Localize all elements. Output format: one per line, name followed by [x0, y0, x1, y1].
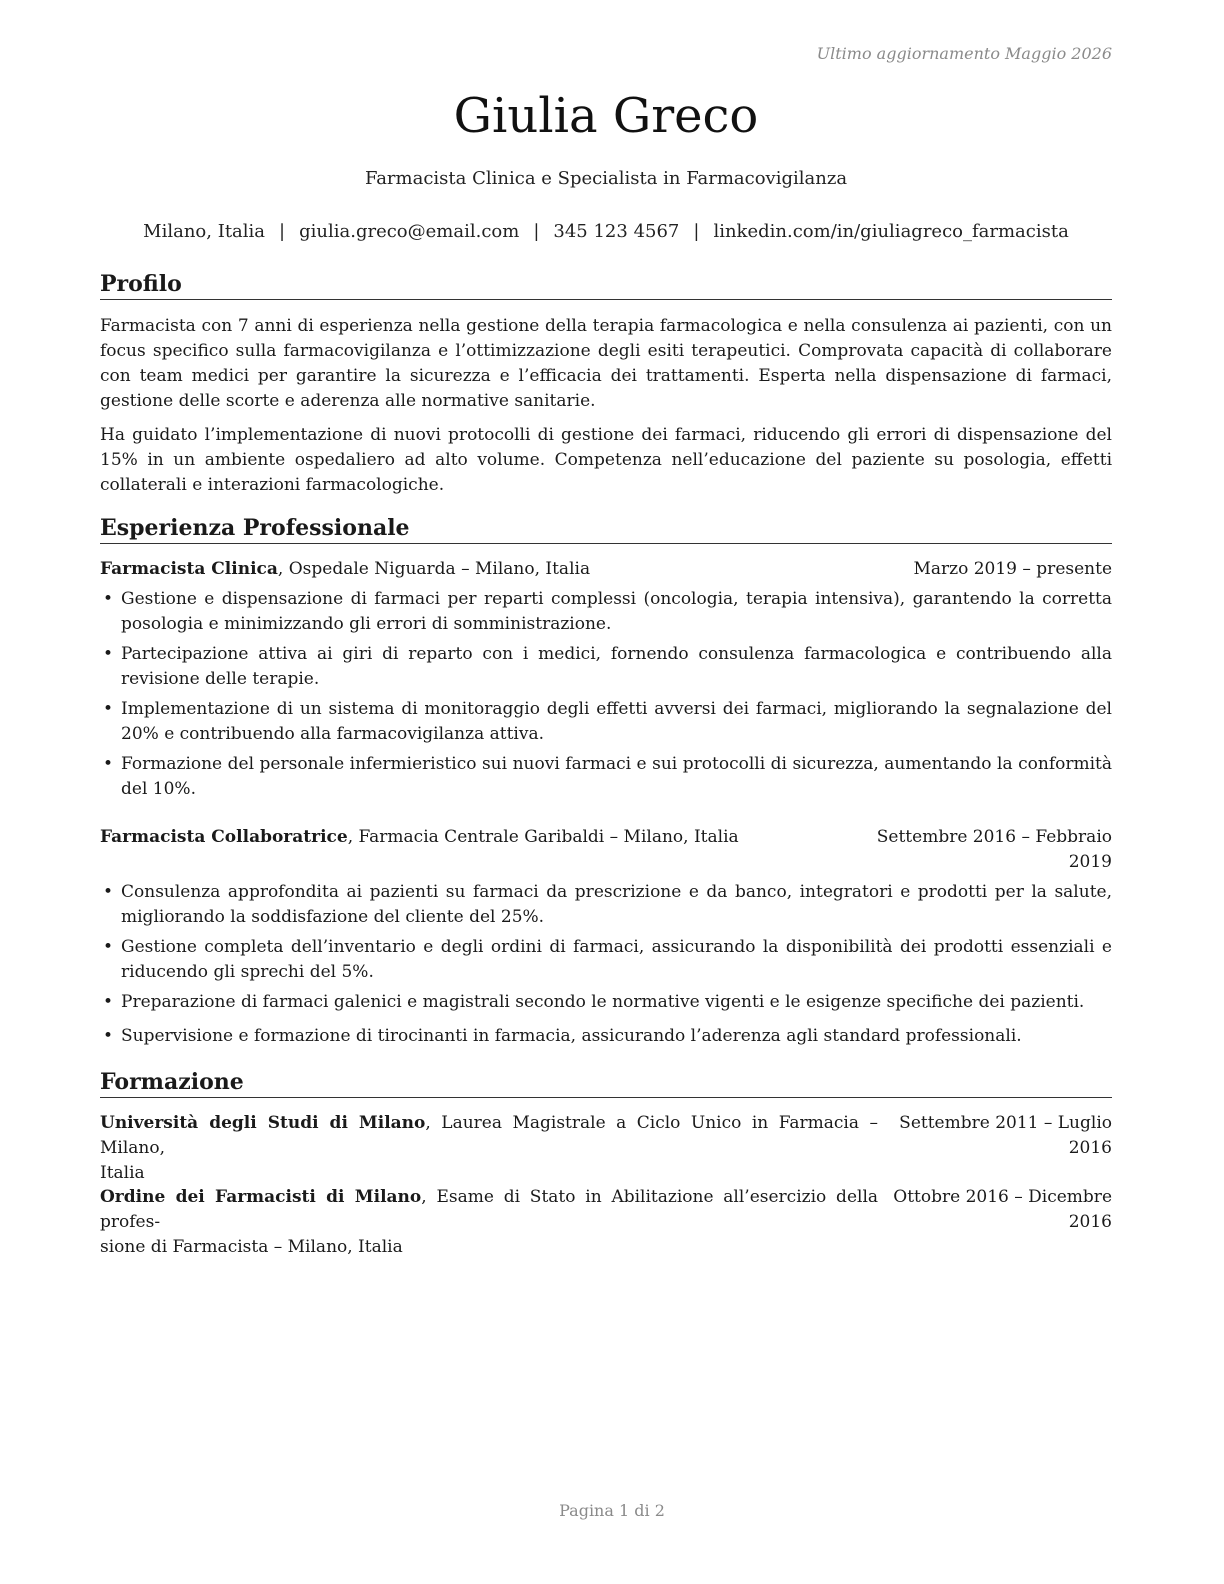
- contact-linkedin[interactable]: linkedin.com/in/giuliagreco_farmacista: [713, 221, 1069, 242]
- candidate-name: Giulia Greco: [453, 88, 759, 144]
- job-organization: , Ospedale Niguarda – Milano, Italia: [277, 559, 591, 579]
- contact-separator: |: [279, 221, 286, 242]
- contact-separator: |: [533, 221, 540, 242]
- bullet-icon: •: [103, 882, 114, 902]
- education-dates: [878, 1111, 1112, 1161]
- bullet-text: Supervisione e formazione di tirocinanti in farmacia, assicurando l’aderenza agli standard professionali.: [121, 1026, 1022, 1046]
- bullet-icon: •: [103, 644, 114, 664]
- list-item: [100, 990, 1112, 1015]
- bullet-text: Gestione completa dell’inventario e degli ordini di farmaci, assicurando la disponibilità dei prodotti essenziali e riducendo gli sprechi del 5%.: [121, 937, 1112, 982]
- bullet-text: Gestione e dispensazione di farmaci per reparti complessi (oncologia, terapia intensiva), garantendo la corretta posologia e minimizzando gli errori di somministrazione.: [121, 589, 1112, 634]
- candidate-tagline: Farmacista Clinica e Specialista in Farmacovigilanza: [364, 168, 848, 189]
- bullet-icon: •: [103, 699, 114, 719]
- bullet-icon: •: [103, 589, 114, 609]
- education-dates-line: Settembre 2011 – Luglio: [899, 1113, 1112, 1133]
- bullet-icon: •: [103, 992, 114, 1012]
- profile-paragraph: Farmacista con 7 anni di esperienza nella gestione della terapia farmacologica e nella consulenza ai pazienti, con un focus specifico sulla farmacovigilanza e l’ottimizzazione degli esiti terapeutici. Comprovata capacità di collaborare con team medici per garantire la sicurezza e l’efficacia dei trattamenti. Esperta nella dispensazione di farmaci, gestione delle scorte e aderenza alle normative sanitarie.: [100, 316, 1112, 411]
- bullet-icon: •: [103, 754, 114, 774]
- job-bullets: [100, 880, 1112, 1054]
- education-detail: [100, 1185, 878, 1260]
- job-dates: Marzo 2019 – presente: [913, 559, 1112, 579]
- section-title-profile: Profilo: [100, 270, 1112, 300]
- job-dates: [877, 825, 1112, 875]
- list-item: [100, 697, 1112, 747]
- list-item: [100, 1024, 1112, 1049]
- section-title-education: Formazione: [100, 1068, 1112, 1098]
- bullet-icon: •: [103, 1026, 114, 1046]
- page-number: Pagina 1 di 2: [559, 1501, 665, 1520]
- bullet-text: Consulenza approfondita ai pazienti su farmaci da prescrizione e da banco, integratori e prodotti per la salute, migliorando la soddisfazione del cliente del 25%.: [121, 882, 1112, 927]
- job-bullets: [100, 587, 1112, 807]
- bullet-text: Implementazione di un sistema di monitoraggio degli effetti avversi dei farmaci, migliorando la segnalazione del 20% e contribuendo alla farmacovigilanza attiva.: [121, 699, 1112, 744]
- section-title-experience: Esperienza Professionale: [100, 514, 1112, 544]
- education-dates: [878, 1185, 1112, 1235]
- job-header: [100, 825, 1112, 875]
- list-item: [100, 587, 1112, 637]
- education-institution: Ordine dei Farmacisti di Milano: [100, 1187, 422, 1207]
- job-title-line: [100, 557, 590, 582]
- list-item: [100, 935, 1112, 985]
- education-description: , Laurea Magistrale a Ciclo Unico in Farmacia – Milano,: [100, 1113, 878, 1158]
- list-item: [100, 752, 1112, 802]
- contact-email[interactable]: giulia.greco@email.com: [299, 221, 520, 242]
- job-header: [100, 557, 1112, 582]
- list-item: [100, 642, 1112, 692]
- education-institution: Università degli Studi di Milano: [100, 1113, 426, 1133]
- education-detail: [100, 1111, 878, 1186]
- job-dates-line: 2019: [1068, 852, 1112, 872]
- contact-separator: |: [693, 221, 700, 242]
- last-updated: Ultimo aggiornamento Maggio 2026: [816, 44, 1112, 63]
- education-dates-line: Ottobre 2016 – Dicembre: [893, 1187, 1112, 1207]
- job-title-line: [100, 825, 739, 850]
- list-item: [100, 880, 1112, 930]
- contact-line: [100, 219, 1112, 245]
- bullet-text: Partecipazione attiva ai giri di reparto con i medici, fornendo consulenza farmacologica e contribuendo alla revisione delle terapie.: [121, 644, 1112, 689]
- education-description: , Esame di Stato in Abilitazione all’esercizio della profes-: [100, 1187, 879, 1232]
- job-dates-line: Settembre 2016 – Febbraio: [876, 827, 1112, 847]
- education-description: sione di Farmacista – Milano, Italia: [100, 1237, 403, 1257]
- job-role: Farmacista Collaboratrice: [100, 827, 348, 847]
- contact-location: Milano, Italia: [143, 221, 266, 242]
- bullet-icon: •: [103, 937, 114, 957]
- job-role: Farmacista Clinica: [100, 559, 278, 579]
- bullet-text: Formazione del personale infermieristico sui nuovi farmaci e sui protocolli di sicurezza, aumentando la conformità del 10%.: [121, 754, 1112, 799]
- job-organization: , Farmacia Centrale Garibaldi – Milano, Italia: [347, 827, 739, 847]
- education-description: Italia: [100, 1163, 145, 1183]
- education-dates-line: 2016: [1068, 1138, 1112, 1158]
- education-dates-line: 2016: [1068, 1212, 1112, 1232]
- bullet-text: Preparazione di farmaci galenici e magistrali secondo le normative vigenti e le esigenze specifiche dei pazienti.: [121, 992, 1085, 1012]
- profile-paragraph: Ha guidato l’implementazione di nuovi protocolli di gestione dei farmaci, riducendo gli errori di dispensazione del 15% in un ambiente ospedaliero ad alto volume. Competenza nell’educazione del paziente su posologia, effetti collaterali e interazioni farmacologiche.: [100, 425, 1112, 495]
- contact-phone: 345 123 4567: [553, 221, 680, 242]
